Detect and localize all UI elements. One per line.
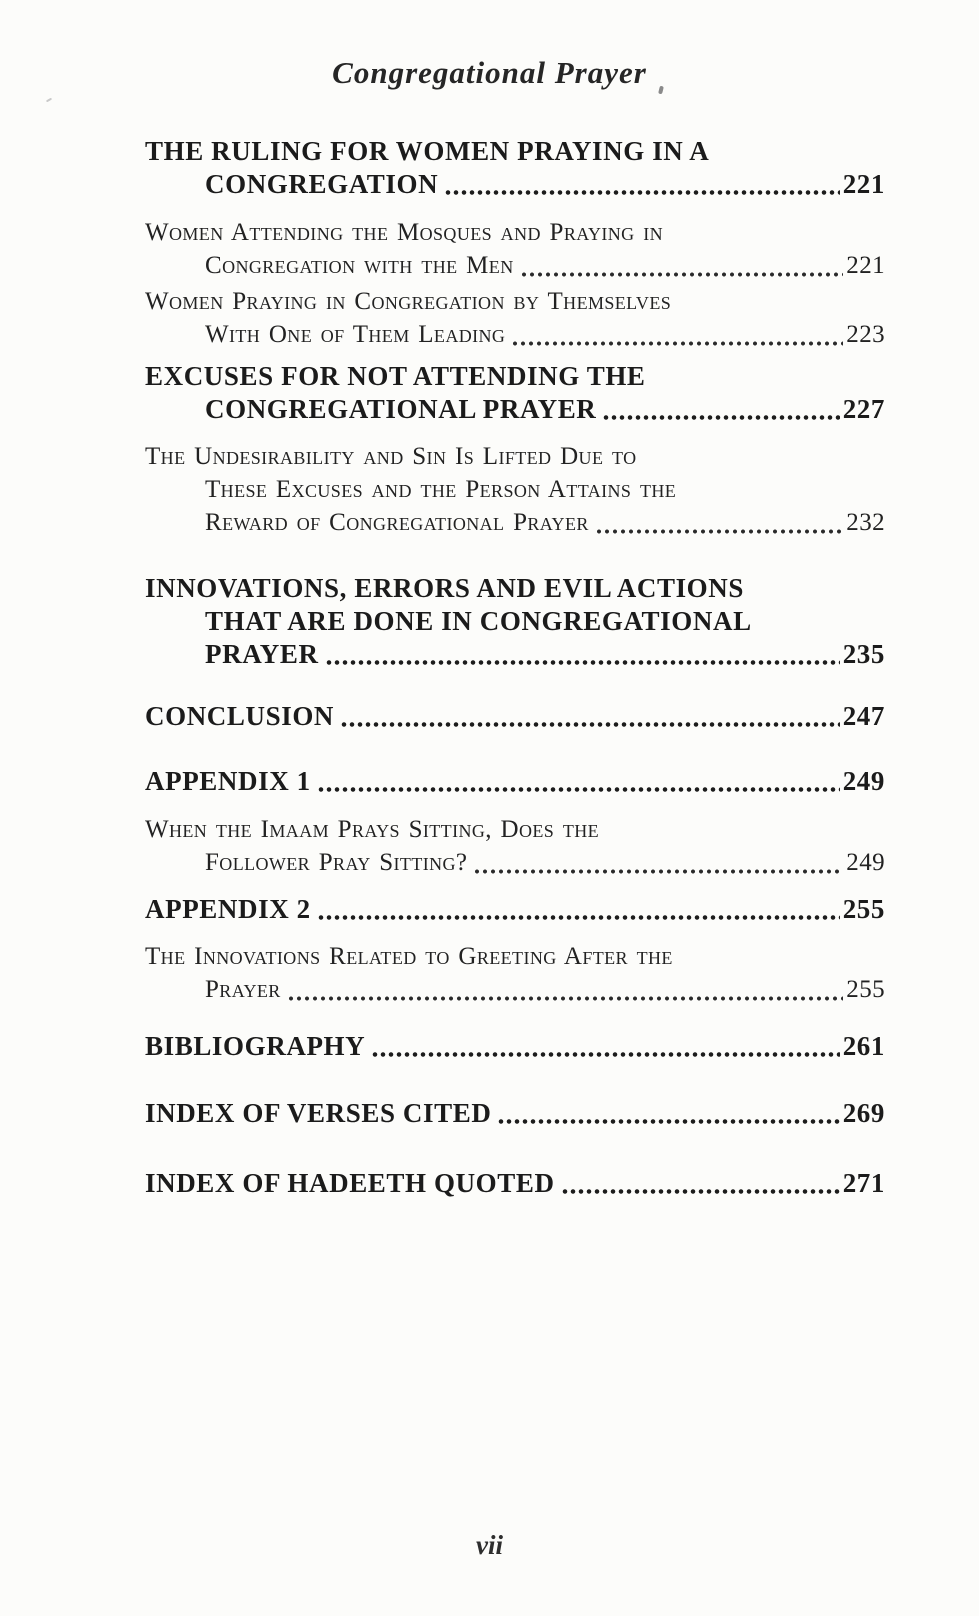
toc-entry-text: Reward of Congregational Prayer: [205, 509, 589, 536]
toc-page-number: 247: [842, 701, 885, 731]
toc-entry-leader-line: [145, 846, 885, 879]
toc-page-number: 271: [842, 1168, 885, 1198]
toc-entry-line: [145, 572, 885, 605]
toc-entry-text: Women Praying in Congregation by Themselves: [145, 288, 672, 315]
toc-entry-line: [145, 605, 885, 638]
toc-entry: [145, 1030, 885, 1063]
toc-page-number: 223: [846, 321, 885, 348]
toc-entry-text: With One of Them Leading: [205, 321, 506, 348]
toc-entry: [145, 216, 885, 282]
toc-entry: [145, 135, 885, 201]
toc-entry-leader-line: [145, 506, 885, 539]
toc-entry-text: THE RULING FOR WOMEN PRAYING IN A: [145, 136, 710, 166]
toc-entry-leader-line: [145, 318, 885, 351]
toc-page-number: 249: [842, 766, 885, 796]
toc-entry: [145, 813, 885, 879]
dot-leader: [520, 272, 844, 277]
toc-entry: [145, 285, 885, 351]
toc-entry-leader-line: [145, 1097, 885, 1130]
toc-entry-leader-line: [145, 393, 885, 426]
dot-leader: [473, 869, 843, 874]
toc-entry-text: CONGREGATIONAL PRAYER: [205, 394, 597, 424]
toc-page-number: 232: [846, 509, 885, 536]
toc-entry-text: THAT ARE DONE IN CONGREGATIONAL: [205, 606, 752, 636]
toc-page-number: 255: [846, 976, 885, 1003]
dot-leader: [287, 996, 844, 1001]
toc-entry: [145, 940, 885, 1006]
toc-entry-leader-line: [145, 1167, 885, 1200]
toc-entry-text: BIBLIOGRAPHY: [145, 1031, 366, 1061]
toc-entry-text: Congregation with the Men: [205, 252, 514, 279]
toc-entry-line: [145, 440, 885, 473]
dot-leader: [317, 915, 840, 920]
toc-entry: [145, 1167, 885, 1200]
toc-entry-text: CONCLUSION: [145, 701, 335, 731]
toc-entry-text: Prayer: [205, 976, 281, 1003]
toc-entry-text: INNOVATIONS, ERRORS AND EVIL ACTIONS: [145, 573, 745, 603]
dot-leader: [325, 660, 840, 665]
toc-entry-line: [145, 940, 885, 973]
toc-entry-leader-line: [145, 249, 885, 282]
toc-page-number: 221: [846, 252, 885, 279]
toc-entry-text: Women Attending the Mosques and Praying in: [145, 219, 664, 246]
dot-leader: [497, 1119, 839, 1124]
dot-leader: [595, 529, 844, 534]
dot-leader: [444, 190, 839, 195]
toc-entry-text: INDEX OF HADEETH QUOTED: [145, 1168, 555, 1198]
toc-entry-text: EXCUSES FOR NOT ATTENDING THE: [145, 361, 646, 391]
toc-entry-leader-line: [145, 168, 885, 201]
toc-entry-text: Follower Pray Sitting?: [205, 849, 468, 876]
toc-entry: [145, 440, 885, 539]
dot-leader: [371, 1052, 839, 1057]
dot-leader: [340, 722, 840, 727]
toc-entry-leader-line: [145, 973, 885, 1006]
dot-leader: [317, 787, 840, 792]
toc-entry-line: [145, 216, 885, 249]
toc-entry-leader-line: [145, 765, 885, 798]
toc-entry-leader-line: [145, 700, 885, 733]
dot-leader: [561, 1189, 840, 1194]
toc-page-number: 255: [842, 894, 885, 924]
toc-entry-text: APPENDIX 1: [145, 766, 311, 796]
toc-page-number: 249: [846, 849, 885, 876]
running-header-title: Congregational Prayer: [332, 55, 647, 90]
toc-entry-leader-line: [145, 638, 885, 671]
toc-entry-leader-line: [145, 893, 885, 926]
table-of-contents: [145, 95, 885, 1200]
toc-entry-text: The Innovations Related to Greeting After the: [145, 943, 673, 970]
toc-page-number: 235: [842, 639, 885, 669]
toc-entry-line: [145, 285, 885, 318]
toc-entry: [145, 893, 885, 926]
dot-leader: [511, 341, 843, 346]
scan-speck: [658, 86, 664, 95]
toc-entry-leader-line: [145, 1030, 885, 1063]
toc-entry-text: PRAYER: [205, 639, 319, 669]
toc-entry: [145, 572, 885, 671]
toc-entry-text: APPENDIX 2: [145, 894, 311, 924]
toc-entry-text: INDEX OF VERSES CITED: [145, 1098, 492, 1128]
toc-entry-text: These Excuses and the Person Attains the: [205, 476, 677, 503]
toc-entry-line: [145, 135, 885, 168]
toc-entry-text: The Undesirability and Sin Is Lifted Due to: [145, 443, 637, 470]
toc-page-number: 227: [842, 394, 885, 424]
toc-entry: [145, 700, 885, 733]
toc-entry-line: [145, 813, 885, 846]
toc-entry: [145, 1097, 885, 1130]
toc-entry-line: [145, 360, 885, 393]
toc-entry-text: When the Imaam Prays Sitting, Does the: [145, 816, 600, 843]
toc-page-number: 221: [842, 169, 885, 199]
scan-speck: [46, 98, 52, 103]
toc-entry-text: CONGREGATION: [205, 169, 439, 199]
toc-entry: [145, 765, 885, 798]
toc-page-number: 261: [842, 1031, 885, 1061]
toc-entry-line: [145, 473, 885, 506]
dot-leader: [602, 415, 839, 420]
page-number-folio: vii: [476, 1530, 503, 1560]
toc-page-number: 269: [842, 1098, 885, 1128]
toc-entry: [145, 360, 885, 426]
